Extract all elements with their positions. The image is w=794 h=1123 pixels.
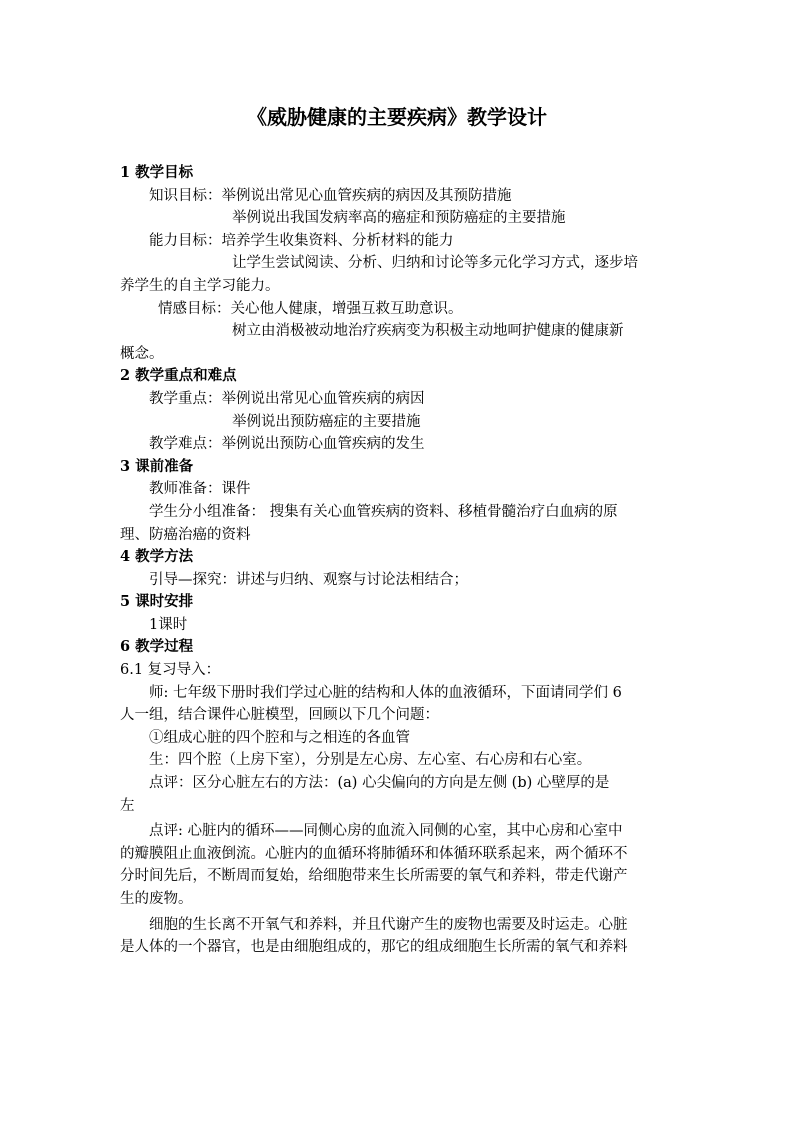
ability-objective-line-2: 让学生尝试阅读、分析、归纳和讨论等多元化学习方式，逐步培 bbox=[232, 255, 638, 272]
subsection-review: 6.1 复习导入： bbox=[120, 662, 221, 679]
emotion-objective-line-3: 概念。 bbox=[120, 345, 164, 362]
section-heading-process: 6 教学过程 bbox=[120, 638, 194, 656]
circulation-comment-line-4: 生的废物。 bbox=[120, 891, 193, 907]
document-body bbox=[120, 162, 680, 959]
teaching-method-line: 引导—探究：讲述与归纳、观察与讨论法相结合； bbox=[149, 571, 468, 588]
paragraph-line-1: 细胞的生长离不开氧气和养料，并且代谢产生的废物也需要及时运走。心脏 bbox=[149, 916, 628, 933]
comment-line-1: 点评：区分心脏左右的方法：(a) 心尖偏向的方向是左侧 (b) 心壁厚的是 bbox=[149, 775, 610, 792]
student-preparation-line-2: 理、防癌治癌的资料 bbox=[120, 526, 251, 543]
emotion-objective-line-1: 情感目标：关心他人健康，增强互救互助意识。 bbox=[158, 300, 463, 317]
teacher-intro-line-1: 师: 七年级下册时我们学过心脏的结构和人体的血液循环，下面请同学们 6 bbox=[149, 684, 622, 701]
knowledge-objective-line-2: 举例说出我国发病率高的癌症和预防癌症的主要措施 bbox=[232, 210, 566, 227]
section-heading-schedule: 5 课时安排 bbox=[120, 593, 194, 611]
section-heading-methods: 4 教学方法 bbox=[120, 548, 194, 566]
key-point-line-1: 教学重点：举例说出常见心血管疾病的病因 bbox=[149, 390, 425, 407]
section-heading-objectives: 1 教学目标 bbox=[120, 164, 194, 181]
document-title: 《威胁健康的主要疾病》教学设计 bbox=[247, 105, 547, 129]
student-answer-line: 生：四个腔（上房下室），分别是左心房、左心室、右心房和右心室。 bbox=[149, 752, 592, 769]
ability-objective-line-1: 能力目标：培养学生收集资料、分析材料的能力 bbox=[149, 232, 454, 249]
section-heading-key-points: 2 教学重点和难点 bbox=[120, 367, 237, 385]
paragraph-line-2: 是人体的一个器官，也是由细胞组成的，那它的组成细胞生长所需的氧气和养料 bbox=[120, 939, 628, 956]
difficult-point-line: 教学难点：举例说出预防心血管疾病的发生 bbox=[149, 436, 425, 453]
teacher-preparation-line: 教师准备：课件 bbox=[149, 481, 251, 498]
circulation-comment-line-3: 分时间先后，不断周而复始，给细胞带来生长所需要的氧气和养料，带走代谢产 bbox=[120, 868, 628, 885]
section-heading-preparation: 3 课前准备 bbox=[120, 457, 194, 475]
circulation-comment-line-2: 的瓣膜阻止血液倒流。心脏内的血循环将肺循环和体循环联系起来，两个循环不 bbox=[120, 845, 628, 862]
circulation-comment-line-1: 点评: 心脏内的循环——同侧心房的血流入同侧的心室，其中心房和心室中 bbox=[149, 823, 623, 840]
question-line-1: ①组成心脏的四个腔和与之相连的各血管 bbox=[149, 729, 410, 746]
student-preparation-line-1: 学生分小组准备： 搜集有关心血管疾病的资料、移植骨髓治疗白血病的原 bbox=[149, 503, 618, 520]
class-hours-line: 1课时 bbox=[149, 616, 188, 633]
teacher-intro-line-2: 人一组，结合课件心脏模型，回顾以下几个问题： bbox=[120, 707, 439, 724]
ability-objective-line-3: 养学生的自主学习能力。 bbox=[120, 277, 280, 294]
key-point-line-2: 举例说出预防癌症的主要措施 bbox=[232, 413, 421, 430]
comment-line-2: 左 bbox=[120, 797, 135, 814]
emotion-objective-line-2: 树立由消极被动地治疗疾病变为积极主动地呵护健康的健康新 bbox=[232, 323, 624, 340]
knowledge-objective-line-1: 知识目标：举例说出常见心血管疾病的病因及其预防措施 bbox=[149, 187, 512, 204]
